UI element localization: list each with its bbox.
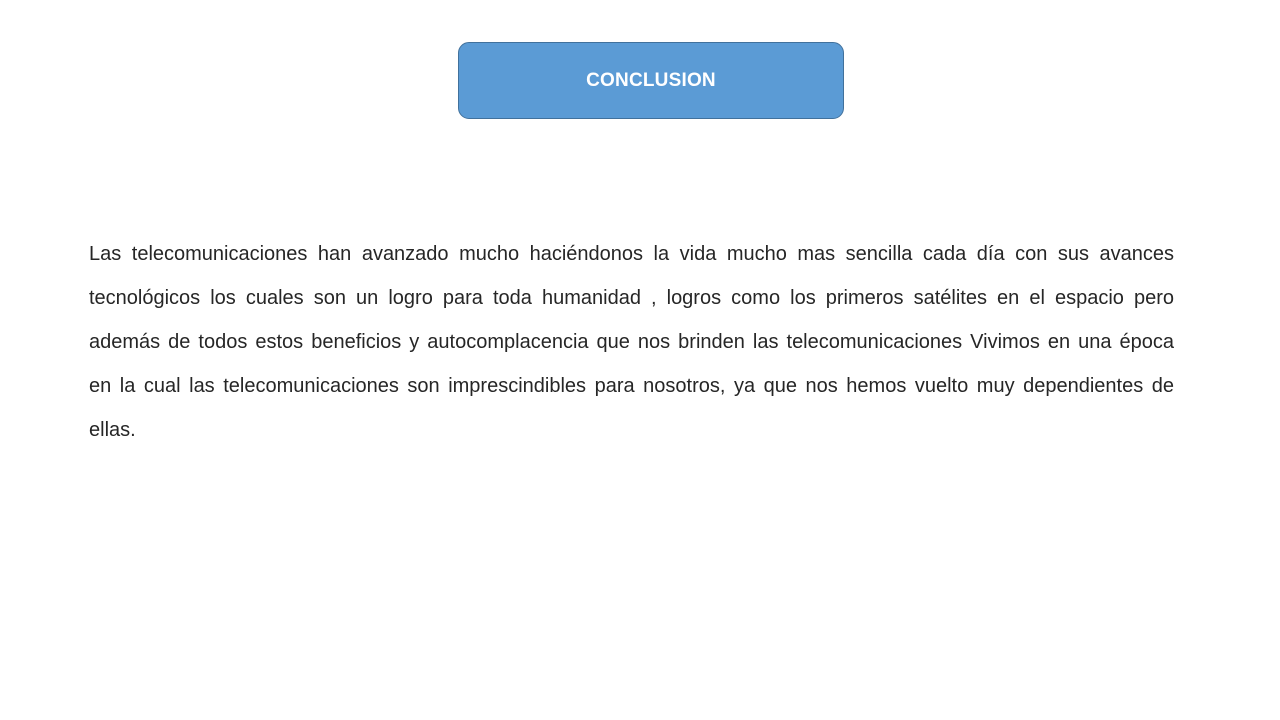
title-box	[458, 42, 844, 119]
slide-title: CONCLUSION	[586, 69, 716, 91]
body-paragraph: Las telecomunicaciones han avanzado mucho haciéndonos la vida mucho mas sencilla cada día con sus avances tecnológicos los cuales son un logro para toda humanidad , logros como los primeros satélites en el espacio pero además de todos estos beneficios y autocomplacencia que nos brinden las telecomunicaciones Vivimos en una época en la cual las telecomunicaciones son imprescindibles para nosotros, ya que nos hemos vuelto muy dependientes de ellas.	[89, 243, 1174, 441]
